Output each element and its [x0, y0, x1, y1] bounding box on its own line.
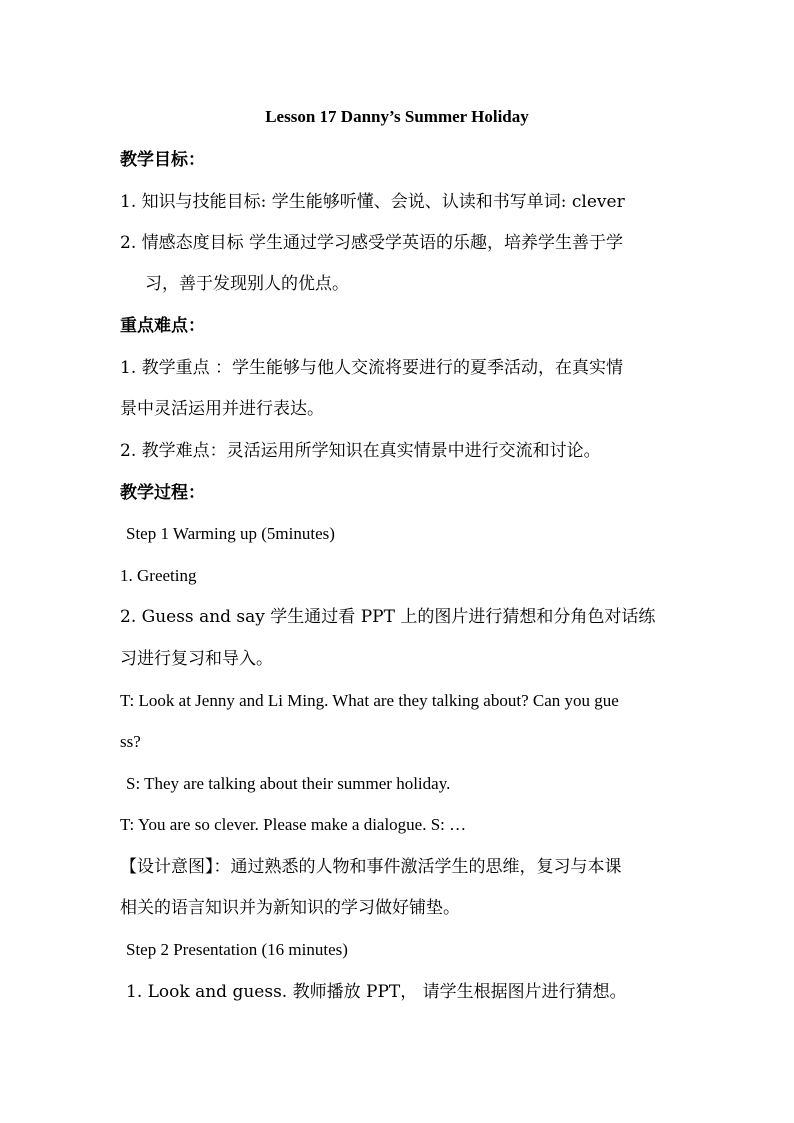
dialogue-student-1: S: They are talking about their summer holiday.: [126, 774, 451, 793]
heading-teaching-process: 教学过程：: [120, 483, 205, 503]
objective-item-2: 2. 情感态度目标 学生通过学习感受学英语的乐趣，培养学生善于学: [120, 233, 624, 253]
key-point-item-1-cont: 景中灵活运用并进行表达。: [120, 399, 324, 419]
dialogue-teacher-1-cont: ss?: [120, 732, 141, 751]
objective-item-2-cont: 习，善于发现别人的优点。: [145, 274, 349, 294]
step-1-item-2: 2. Guess and say 学生通过看 PPT 上的图片进行猜想和分角色对话练: [120, 607, 656, 627]
document-title: Lesson 17 Danny’s Summer Holiday: [265, 107, 529, 126]
design-intent: 【设计意图】：通过熟悉的人物和事件激活学生的思维，复习与本课: [120, 857, 622, 877]
design-intent-cont: 相关的语言知识并为新知识的学习做好铺垫。: [120, 898, 460, 918]
heading-key-difficult-points: 重点难点：: [120, 316, 205, 336]
step-2-title: Step 2 Presentation (16 minutes): [126, 940, 348, 959]
dialogue-teacher-2: T: You are so clever. Please make a dialogue. S: …: [120, 815, 467, 834]
key-point-item-1: 1. 教学重点 ：学生能够与他人交流将要进行的夏季活动，在真实情: [120, 358, 624, 378]
key-point-item-2: 2. 教学难点：灵活运用所学知识在真实情景中进行交流和讨论。: [120, 441, 601, 461]
step-1-title: Step 1 Warming up (5minutes): [126, 524, 335, 543]
dialogue-teacher-1: T: Look at Jenny and Li Ming. What are they talking about? Can you gue: [120, 691, 619, 710]
heading-teaching-objectives: 教学目标：: [120, 150, 205, 170]
step-1-item-1: 1. Greeting: [120, 566, 197, 585]
objective-item-1: 1. 知识与技能目标: 学生能够听懂、会说、认读和书写单词: clever: [120, 192, 625, 212]
step-1-item-2-cont: 习进行复习和导入。: [120, 649, 273, 669]
step-2-item-1: 1. Look and guess. 教师播放 PPT， 请学生根据图片进行猜想。: [126, 982, 627, 1002]
